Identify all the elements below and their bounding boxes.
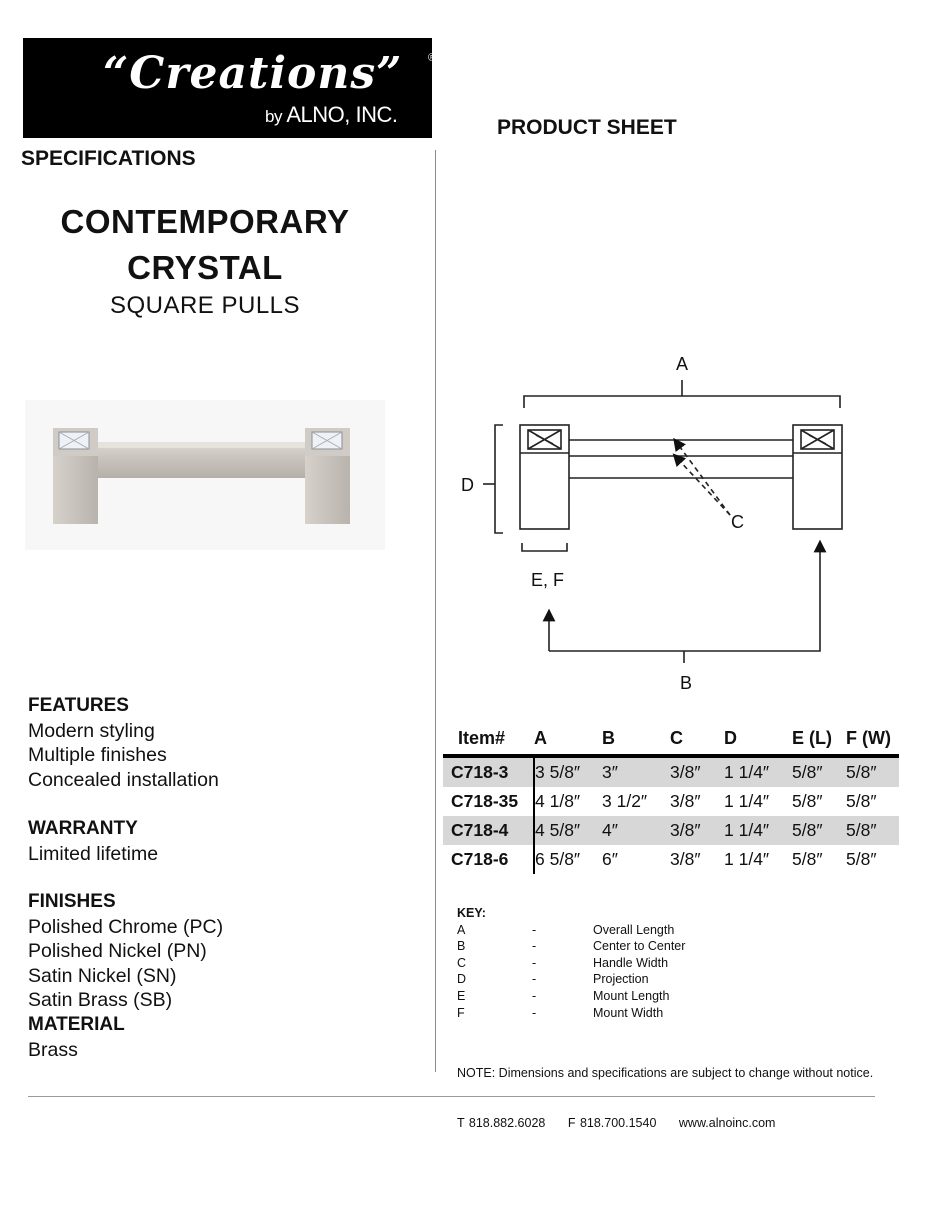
phone-number: T 818.882.6028 — [457, 1116, 546, 1130]
feature-item: Concealed installation — [28, 768, 219, 791]
disclaimer-note: NOTE: Dimensions and specifications are subject to change without notice. — [457, 1066, 874, 1080]
finish-item: Satin Brass (SB) — [28, 989, 173, 1012]
key-letter: E — [457, 988, 466, 1003]
table-cell: 3 1/2″ — [602, 791, 648, 811]
col-header-e: E (L) — [792, 728, 832, 748]
label-b: B — [680, 673, 693, 693]
brand-logo — [23, 38, 437, 138]
col-header-f: F (W) — [846, 728, 891, 748]
table-cell: 5/8″ — [792, 816, 846, 845]
finish-item: Polished Chrome (PC) — [28, 915, 224, 938]
warranty-heading: WARRANTY — [28, 818, 138, 839]
table-header-row — [443, 722, 899, 756]
label-d: D — [461, 475, 474, 495]
logo-company — [265, 102, 398, 128]
key-row — [457, 955, 669, 972]
key-dash: - — [532, 922, 537, 937]
table-cell: 5/8″ — [846, 756, 899, 787]
finish-item: Satin Nickel (SN) — [28, 964, 177, 987]
website-link[interactable]: www.alnoinc.com — [678, 1116, 776, 1130]
key-row — [457, 938, 686, 955]
key-row — [457, 971, 649, 988]
finish-item: Polished Nickel (PN) — [28, 940, 207, 963]
dim-line-a — [524, 396, 840, 408]
features-section — [28, 694, 219, 792]
dimension-diagram — [440, 340, 920, 710]
table-cell: 3/8″ — [670, 816, 724, 845]
table-cell: 4 1/8″ — [535, 791, 581, 811]
key-desc: Projection — [593, 972, 649, 987]
table-cell: 1 1/4″ — [724, 756, 792, 787]
table-cell: 5/8″ — [792, 849, 823, 869]
warranty-text: Limited lifetime — [28, 842, 159, 865]
feature-item: Multiple finishes — [28, 744, 167, 767]
table-cell: 4 5/8″ — [534, 816, 602, 845]
key-dash: - — [532, 939, 537, 954]
label-a: A — [676, 354, 689, 374]
key-desc: Mount Length — [593, 988, 670, 1003]
finishes-section — [28, 890, 223, 1062]
table-row — [443, 845, 899, 874]
key-desc: Handle Width — [593, 955, 669, 970]
key-dash: - — [532, 955, 537, 970]
vertical-divider — [435, 150, 436, 1072]
product-title-line2: CRYSTAL — [127, 249, 283, 286]
key-dash: - — [532, 1005, 537, 1020]
table-cell: 3 5/8″ — [534, 756, 602, 787]
logo-by: by — [265, 107, 282, 126]
table-cell: 3/8″ — [670, 791, 701, 811]
key-letter: B — [457, 939, 466, 954]
table-cell: 3/8″ — [670, 849, 701, 869]
table-cell: C718-3 — [443, 756, 534, 787]
logo-registered-mark: ® — [428, 52, 437, 64]
table-cell: 1 1/4″ — [724, 816, 792, 845]
col-header-c: C — [670, 728, 683, 748]
dim-line-d — [495, 425, 503, 533]
label-c: C — [731, 512, 744, 532]
logo-company-name: ALNO, INC. — [286, 102, 398, 127]
table-cell: 5/8″ — [846, 791, 877, 811]
col-header-a: A — [534, 728, 547, 748]
product-subtitle: SQUARE PULLS — [109, 292, 301, 319]
table-cell: 6″ — [602, 849, 618, 869]
table-cell: 5/8″ — [792, 756, 846, 787]
table-cell: 6 5/8″ — [535, 849, 581, 869]
table-cell: 3/8″ — [670, 756, 724, 787]
col-header-item: Item# — [458, 728, 506, 748]
key-letter: F — [457, 1005, 465, 1020]
key-desc: Mount Width — [593, 1005, 664, 1020]
table-cell: C718-6 — [443, 845, 534, 874]
contact-info — [457, 1116, 793, 1130]
key-dash: - — [532, 988, 537, 1003]
fax-number: F 818.700.1540 — [567, 1116, 657, 1130]
dim-line-ef — [522, 543, 567, 551]
key-letter: D — [457, 972, 467, 987]
table-cell: 1 1/4″ — [724, 791, 770, 811]
table-row — [443, 816, 899, 845]
features-heading: FEATURES — [28, 695, 129, 716]
material-heading: MATERIAL — [28, 1013, 125, 1035]
key-dash: - — [532, 972, 537, 987]
table-cell: 5/8″ — [792, 791, 823, 811]
product-sheet-heading: PRODUCT SHEET — [497, 116, 677, 139]
feature-item: Modern styling — [28, 719, 155, 742]
dimension-key — [457, 905, 686, 1021]
table-cell: 5/8″ — [846, 849, 877, 869]
col-header-b: B — [602, 728, 615, 748]
table-cell: 1 1/4″ — [724, 849, 770, 869]
finishes-heading: FINISHES — [28, 891, 116, 912]
table-row — [443, 756, 899, 787]
material-text: Brass — [28, 1038, 78, 1061]
table-cell: 3″ — [602, 756, 670, 787]
key-desc: Overall Length — [593, 922, 675, 937]
key-row — [457, 922, 675, 939]
key-row — [457, 1005, 664, 1022]
key-letter: A — [457, 922, 466, 937]
label-ef: E, F — [531, 570, 565, 590]
product-title-line1: CONTEMPORARY — [60, 203, 350, 240]
diagram-bar — [569, 440, 793, 478]
key-row — [457, 988, 670, 1005]
table-cell: 5/8″ — [846, 816, 899, 845]
table-row — [443, 787, 899, 816]
spec-table — [443, 722, 899, 874]
key-letter: C — [457, 955, 467, 970]
key-desc: Center to Center — [593, 939, 686, 954]
warranty-section — [28, 817, 158, 866]
key-heading: KEY: — [457, 906, 486, 920]
footer-divider — [28, 1096, 875, 1097]
logo-brand-text: “Creations” — [103, 48, 403, 99]
table-cell: C718-35 — [443, 787, 534, 816]
product-photo — [25, 400, 385, 550]
table-cell: 4″ — [602, 816, 670, 845]
specifications-heading: SPECIFICATIONS — [21, 147, 196, 170]
table-cell: C718-4 — [443, 816, 534, 845]
col-header-d: D — [724, 728, 737, 748]
